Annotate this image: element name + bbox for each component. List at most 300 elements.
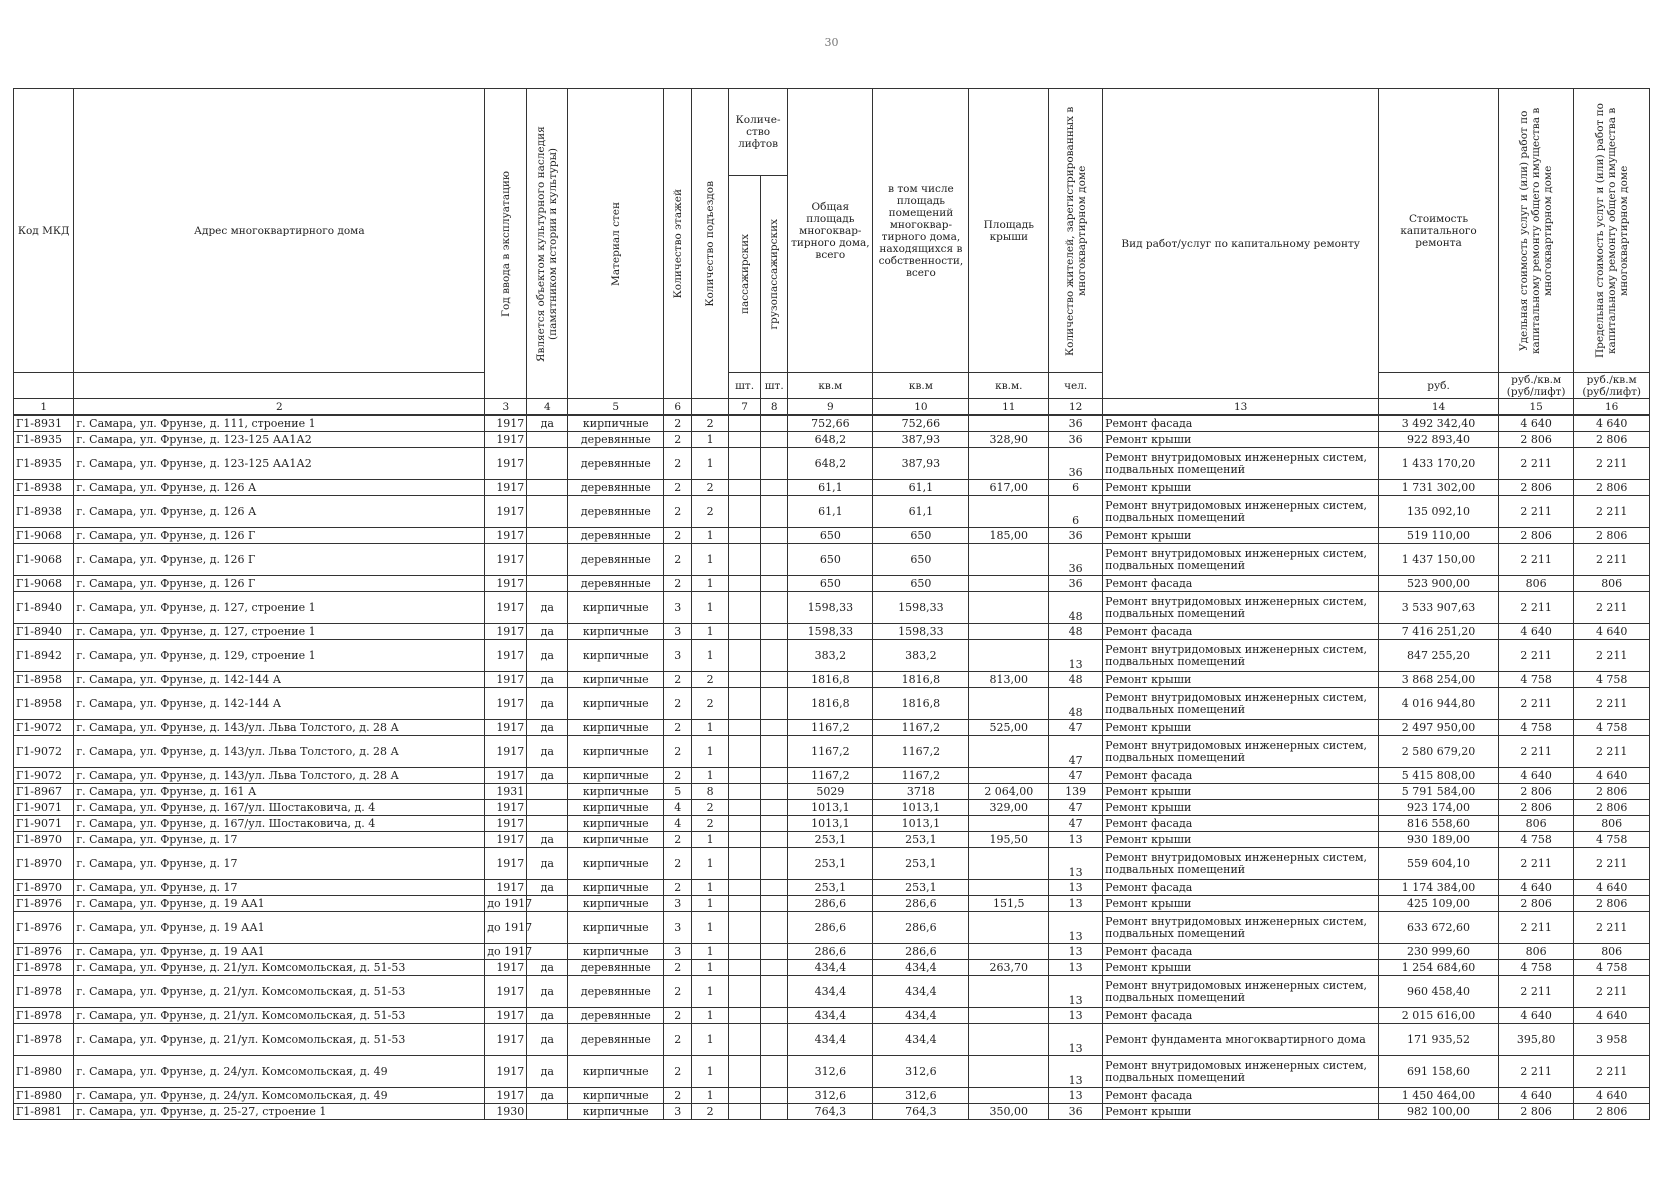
cell-lifts-passenger [728,912,760,944]
cell-cost: 923 174,00 [1379,800,1499,816]
cell-heritage: да [527,592,568,624]
cell-lifts-passenger [728,816,760,832]
table-row [14,1088,1650,1104]
cell-total-area: 1013,1 [788,816,873,832]
cell-heritage: да [527,976,568,1008]
cell-owned-area: 1013,1 [873,816,969,832]
cell-entrances: 2 [692,800,729,816]
cell-address: г. Самара, ул. Фрунзе, д. 123-125 АА1А2 [74,448,485,480]
cell-residents: 13 [1049,912,1103,944]
cell-lifts-passenger [728,832,760,848]
cell-heritage [527,912,568,944]
cell-residents: 13 [1049,832,1103,848]
cell-lifts-cargo [761,1056,788,1088]
cell-owned-area: 387,93 [873,432,969,448]
cell-address: г. Самара, ул. Фрунзе, д. 19 АА1 [74,944,485,960]
cell-cost: 425 109,00 [1379,896,1499,912]
table-row [14,496,1650,528]
table-row [14,944,1650,960]
cell-cost: 1 437 150,00 [1379,544,1499,576]
cell-lifts-passenger [728,1024,760,1056]
cell-code: Г1-8931 [14,415,74,432]
cell-lifts-passenger [728,944,760,960]
cell-lifts-passenger [728,880,760,896]
cell-max-cost: 4 758 [1574,672,1650,688]
cell-max-cost: 806 [1574,944,1650,960]
cell-address: г. Самара, ул. Фрунзе, д. 142-144 А [74,672,485,688]
col-number: 2 [74,399,485,416]
cell-code: Г1-9072 [14,720,74,736]
cell-unit-cost: 2 211 [1498,736,1573,768]
cell-heritage: да [527,736,568,768]
cell-work-type: Ремонт внутридомовых инженерных систем, подвальных помещений [1103,912,1379,944]
unit-cell-blank-2 [74,373,485,399]
cell-year: до 1917 [485,896,527,912]
cell-walls: кирпичные [568,832,664,848]
col-number: 8 [761,399,788,416]
cell-residents: 13 [1049,1056,1103,1088]
cell-address: г. Самара, ул. Фрунзе, д. 123-125 АА1А2 [74,432,485,448]
cell-residents: 36 [1049,448,1103,480]
cell-entrances: 1 [692,976,729,1008]
unit-cell: чел. [1049,373,1103,399]
cell-entrances: 1 [692,544,729,576]
table-row [14,1008,1650,1024]
cell-owned-area: 650 [873,544,969,576]
cell-code: Г1-8980 [14,1088,74,1104]
cell-year: 1917 [485,415,527,432]
cell-total-area: 650 [788,528,873,544]
cell-walls: кирпичные [568,944,664,960]
cell-lifts-cargo [761,736,788,768]
cell-lifts-passenger [728,1088,760,1104]
col-number: 16 [1574,399,1650,416]
cell-work-type: Ремонт крыши [1103,832,1379,848]
col-number: 7 [728,399,760,416]
table-row [14,960,1650,976]
cell-lifts-passenger [728,736,760,768]
cell-floors: 2 [664,448,692,480]
cell-code: Г1-9072 [14,768,74,784]
cell-residents: 47 [1049,736,1103,768]
cell-year: 1917 [485,480,527,496]
cell-lifts-cargo [761,688,788,720]
cell-residents: 36 [1049,528,1103,544]
cell-address: г. Самара, ул. Фрунзе, д. 143/ул. Льва Толстого, д. 28 А [74,720,485,736]
cell-lifts-cargo [761,976,788,1008]
cell-walls: кирпичные [568,800,664,816]
cell-unit-cost: 2 211 [1498,976,1573,1008]
cell-total-area: 648,2 [788,432,873,448]
cell-year: 1917 [485,448,527,480]
cell-entrances: 1 [692,448,729,480]
cell-max-cost: 2 806 [1574,896,1650,912]
cell-unit-cost: 2 211 [1498,1056,1573,1088]
cell-total-area: 764,3 [788,1104,873,1120]
cell-code: Г1-8976 [14,912,74,944]
cell-total-area: 434,4 [788,1008,873,1024]
cell-lifts-passenger [728,448,760,480]
cell-address: г. Самара, ул. Фрунзе, д. 17 [74,880,485,896]
cell-work-type: Ремонт внутридомовых инженерных систем, подвальных помещений [1103,976,1379,1008]
cell-owned-area: 1816,8 [873,688,969,720]
cell-cost: 1 433 170,20 [1379,448,1499,480]
table-row [14,1056,1650,1088]
cell-total-area: 61,1 [788,480,873,496]
cell-cost: 3 868 254,00 [1379,672,1499,688]
cell-year: 1917 [485,1008,527,1024]
table-header [14,89,1650,416]
cell-total-area: 650 [788,576,873,592]
cell-cost: 135 092,10 [1379,496,1499,528]
cell-roof-area [969,448,1049,480]
cell-residents: 48 [1049,672,1103,688]
col-number-blank [692,399,729,416]
cell-walls: кирпичные [568,415,664,432]
cell-floors: 3 [664,944,692,960]
cell-max-cost: 2 806 [1574,432,1650,448]
cell-code: Г1-8978 [14,960,74,976]
cell-residents: 47 [1049,816,1103,832]
cell-owned-area: 1598,33 [873,624,969,640]
cell-max-cost: 2 806 [1574,784,1650,800]
cell-owned-area: 650 [873,576,969,592]
cell-year: 1917 [485,768,527,784]
table-row [14,1104,1650,1120]
cell-total-area: 1013,1 [788,800,873,816]
cell-total-area: 650 [788,544,873,576]
cell-address: г. Самара, ул. Фрунзе, д. 19 АА1 [74,896,485,912]
cell-residents: 13 [1049,848,1103,880]
cell-total-area: 1167,2 [788,736,873,768]
cell-cost: 559 604,10 [1379,848,1499,880]
cell-roof-area [969,415,1049,432]
cell-entrances: 1 [692,528,729,544]
cell-unit-cost: 2 211 [1498,688,1573,720]
cell-residents: 6 [1049,480,1103,496]
cell-walls: кирпичные [568,592,664,624]
col-header-owned-area: в том числе площадь помещений многоквар-тирного дома, находящихся в собственности, всего [873,89,969,373]
cell-entrances: 1 [692,832,729,848]
col-header-lifts-passenger: пассажирских [728,176,760,373]
cell-work-type: Ремонт фасада [1103,624,1379,640]
cell-owned-area: 286,6 [873,896,969,912]
cell-roof-area: 329,00 [969,800,1049,816]
col-header-cost: Стоимость капитального ремонта [1379,89,1499,373]
col-header-lifts-cargo: грузопассажирских [761,176,788,373]
cell-owned-area: 650 [873,528,969,544]
cell-walls: деревянные [568,960,664,976]
cell-roof-area [969,496,1049,528]
cell-floors: 2 [664,1056,692,1088]
cell-entrances: 2 [692,688,729,720]
cell-cost: 633 672,60 [1379,912,1499,944]
cell-owned-area: 1167,2 [873,768,969,784]
cell-owned-area: 312,6 [873,1088,969,1104]
cell-owned-area: 286,6 [873,912,969,944]
cell-heritage: да [527,1008,568,1024]
cell-max-cost: 4 758 [1574,720,1650,736]
cell-residents: 13 [1049,880,1103,896]
cell-total-area: 312,6 [788,1056,873,1088]
cell-unit-cost: 2 806 [1498,432,1573,448]
cell-lifts-passenger [728,800,760,816]
cell-lifts-cargo [761,1104,788,1120]
cell-unit-cost: 806 [1498,944,1573,960]
cell-year: 1917 [485,544,527,576]
cell-walls: кирпичные [568,784,664,800]
cell-roof-area [969,912,1049,944]
cell-entrances: 2 [692,1104,729,1120]
cell-roof-area [969,624,1049,640]
cell-floors: 2 [664,832,692,848]
cell-year: 1917 [485,800,527,816]
cell-heritage [527,480,568,496]
col-number: 9 [788,399,873,416]
cell-lifts-passenger [728,480,760,496]
cell-unit-cost: 2 806 [1498,784,1573,800]
cell-residents: 13 [1049,944,1103,960]
cell-unit-cost: 4 640 [1498,624,1573,640]
cell-heritage [527,528,568,544]
table-row [14,576,1650,592]
cell-lifts-passenger [728,1056,760,1088]
cell-walls: кирпичные [568,624,664,640]
cell-owned-area: 1013,1 [873,800,969,816]
cell-floors: 2 [664,496,692,528]
cell-address: г. Самара, ул. Фрунзе, д. 21/ул. Комсомольская, д. 51-53 [74,1008,485,1024]
cell-cost: 5 791 584,00 [1379,784,1499,800]
cell-cost: 171 935,52 [1379,1024,1499,1056]
cell-unit-cost: 4 758 [1498,672,1573,688]
cell-year: 1917 [485,496,527,528]
cell-address: г. Самара, ул. Фрунзе, д. 21/ул. Комсомольская, д. 51-53 [74,960,485,976]
cell-lifts-passenger [728,432,760,448]
cell-heritage [527,576,568,592]
col-number: 3 [485,399,527,416]
cell-total-area: 383,2 [788,640,873,672]
cell-entrances: 2 [692,816,729,832]
cell-lifts-cargo [761,576,788,592]
cell-owned-area: 434,4 [873,1024,969,1056]
cell-cost: 960 458,40 [1379,976,1499,1008]
cell-walls: кирпичные [568,1056,664,1088]
cell-unit-cost: 2 211 [1498,640,1573,672]
cell-owned-area: 61,1 [873,496,969,528]
cell-max-cost: 2 211 [1574,448,1650,480]
cell-year: 1917 [485,592,527,624]
cell-max-cost: 4 640 [1574,415,1650,432]
cell-lifts-cargo [761,912,788,944]
cell-code: Г1-8970 [14,848,74,880]
cell-max-cost: 2 211 [1574,848,1650,880]
cell-entrances: 2 [692,496,729,528]
cell-residents: 48 [1049,592,1103,624]
cell-floors: 2 [664,736,692,768]
cell-max-cost: 2 211 [1574,592,1650,624]
cell-owned-area: 253,1 [873,880,969,896]
cell-unit-cost: 2 806 [1498,528,1573,544]
cell-lifts-passenger [728,784,760,800]
cell-lifts-passenger [728,896,760,912]
cell-residents: 36 [1049,576,1103,592]
cell-walls: деревянные [568,544,664,576]
cell-year: 1917 [485,432,527,448]
cell-code: Г1-8970 [14,832,74,848]
col-number: 6 [664,399,692,416]
cell-unit-cost: 2 806 [1498,480,1573,496]
cell-lifts-cargo [761,720,788,736]
cell-unit-cost: 2 211 [1498,848,1573,880]
cell-roof-area: 2 064,00 [969,784,1049,800]
cell-total-area: 253,1 [788,832,873,848]
table-row [14,896,1650,912]
cell-unit-cost: 2 211 [1498,544,1573,576]
cell-roof-area: 263,70 [969,960,1049,976]
cell-total-area: 286,6 [788,944,873,960]
cell-address: г. Самара, ул. Фрунзе, д. 17 [74,848,485,880]
cell-floors: 2 [664,880,692,896]
cell-lifts-passenger [728,415,760,432]
cell-year: до 1917 [485,944,527,960]
cell-code: Г1-8935 [14,448,74,480]
cell-code: Г1-8942 [14,640,74,672]
cell-work-type: Ремонт крыши [1103,528,1379,544]
cell-work-type: Ремонт фасада [1103,576,1379,592]
cell-floors: 4 [664,800,692,816]
cell-walls: деревянные [568,1008,664,1024]
cell-work-type: Ремонт внутридомовых инженерных систем, подвальных помещений [1103,736,1379,768]
cell-lifts-passenger [728,688,760,720]
cell-residents: 36 [1049,544,1103,576]
cell-cost: 930 189,00 [1379,832,1499,848]
cell-heritage [527,496,568,528]
cell-residents: 6 [1049,496,1103,528]
cell-cost: 3 533 907,63 [1379,592,1499,624]
cell-code: Г1-9071 [14,800,74,816]
table-row [14,544,1650,576]
cell-code: Г1-8981 [14,1104,74,1120]
cell-roof-area [969,1008,1049,1024]
cell-total-area: 253,1 [788,848,873,880]
cell-heritage [527,432,568,448]
cell-floors: 3 [664,912,692,944]
cell-total-area: 1167,2 [788,720,873,736]
table-row [14,912,1650,944]
cell-heritage: да [527,720,568,736]
cell-max-cost: 4 640 [1574,880,1650,896]
cell-total-area: 752,66 [788,415,873,432]
cell-year: 1917 [485,832,527,848]
cell-lifts-cargo [761,544,788,576]
cell-roof-area: 525,00 [969,720,1049,736]
cell-max-cost: 4 758 [1574,960,1650,976]
cell-work-type: Ремонт фасада [1103,1088,1379,1104]
cell-lifts-passenger [728,544,760,576]
cell-lifts-cargo [761,415,788,432]
cell-roof-area [969,768,1049,784]
cell-entrances: 2 [692,415,729,432]
table-row [14,768,1650,784]
cell-total-area: 61,1 [788,496,873,528]
cell-entrances: 1 [692,944,729,960]
cell-roof-area [969,576,1049,592]
cell-owned-area: 253,1 [873,832,969,848]
cell-residents: 13 [1049,976,1103,1008]
cell-lifts-cargo [761,896,788,912]
cell-unit-cost: 2 806 [1498,800,1573,816]
cell-walls: деревянные [568,432,664,448]
table-row [14,672,1650,688]
cell-lifts-passenger [728,528,760,544]
cell-work-type: Ремонт фасада [1103,816,1379,832]
cell-walls: кирпичные [568,1088,664,1104]
cell-lifts-passenger [728,672,760,688]
cell-code: Г1-8978 [14,1024,74,1056]
cell-year: 1917 [485,720,527,736]
cell-year: 1917 [485,736,527,768]
cell-code: Г1-8958 [14,688,74,720]
col-header-unit-cost: Удельная стоимость услуг и (или) работ по капитальному ремонту общего имущества в многоквартирном доме [1498,89,1573,373]
cell-cost: 3 492 342,40 [1379,415,1499,432]
cell-heritage: да [527,880,568,896]
cell-unit-cost: 4 640 [1498,768,1573,784]
table-row [14,880,1650,896]
cell-roof-area [969,640,1049,672]
cell-entrances: 1 [692,624,729,640]
unit-cell: руб./кв.м (руб/лифт) [1574,373,1650,399]
cell-max-cost: 2 211 [1574,496,1650,528]
cell-lifts-cargo [761,672,788,688]
cell-walls: кирпичные [568,720,664,736]
cell-lifts-cargo [761,496,788,528]
cell-owned-area: 1598,33 [873,592,969,624]
cell-heritage: да [527,624,568,640]
col-header-work-type: Вид работ/услуг по капитальному ремонту [1103,89,1379,399]
cell-cost: 922 893,40 [1379,432,1499,448]
cell-code: Г1-8978 [14,976,74,1008]
cell-lifts-cargo [761,432,788,448]
col-header-residents: Количество жителей, зарегистрированных в многоквартирном доме [1049,89,1103,373]
cell-floors: 3 [664,592,692,624]
cell-lifts-passenger [728,1008,760,1024]
cell-walls: кирпичные [568,688,664,720]
cell-floors: 3 [664,640,692,672]
cell-heritage: да [527,1024,568,1056]
cell-total-area: 286,6 [788,896,873,912]
cell-work-type: Ремонт фасада [1103,768,1379,784]
cell-total-area: 434,4 [788,1024,873,1056]
cell-code: Г1-8940 [14,592,74,624]
cell-entrances: 1 [692,576,729,592]
cell-floors: 2 [664,688,692,720]
cell-max-cost: 2 211 [1574,912,1650,944]
cell-owned-area: 1167,2 [873,736,969,768]
cell-roof-area [969,848,1049,880]
col-number: 12 [1049,399,1103,416]
cell-heritage: да [527,960,568,976]
table-row [14,448,1650,480]
cell-lifts-cargo [761,784,788,800]
cell-address: г. Самара, ул. Фрунзе, д. 24/ул. Комсомольская, д. 49 [74,1088,485,1104]
cell-address: г. Самара, ул. Фрунзе, д. 126 Г [74,528,485,544]
cell-year: 1917 [485,816,527,832]
cell-total-area: 1167,2 [788,768,873,784]
cell-residents: 48 [1049,688,1103,720]
cell-year: 1917 [485,1056,527,1088]
cell-walls: деревянные [568,528,664,544]
cell-walls: деревянные [568,576,664,592]
